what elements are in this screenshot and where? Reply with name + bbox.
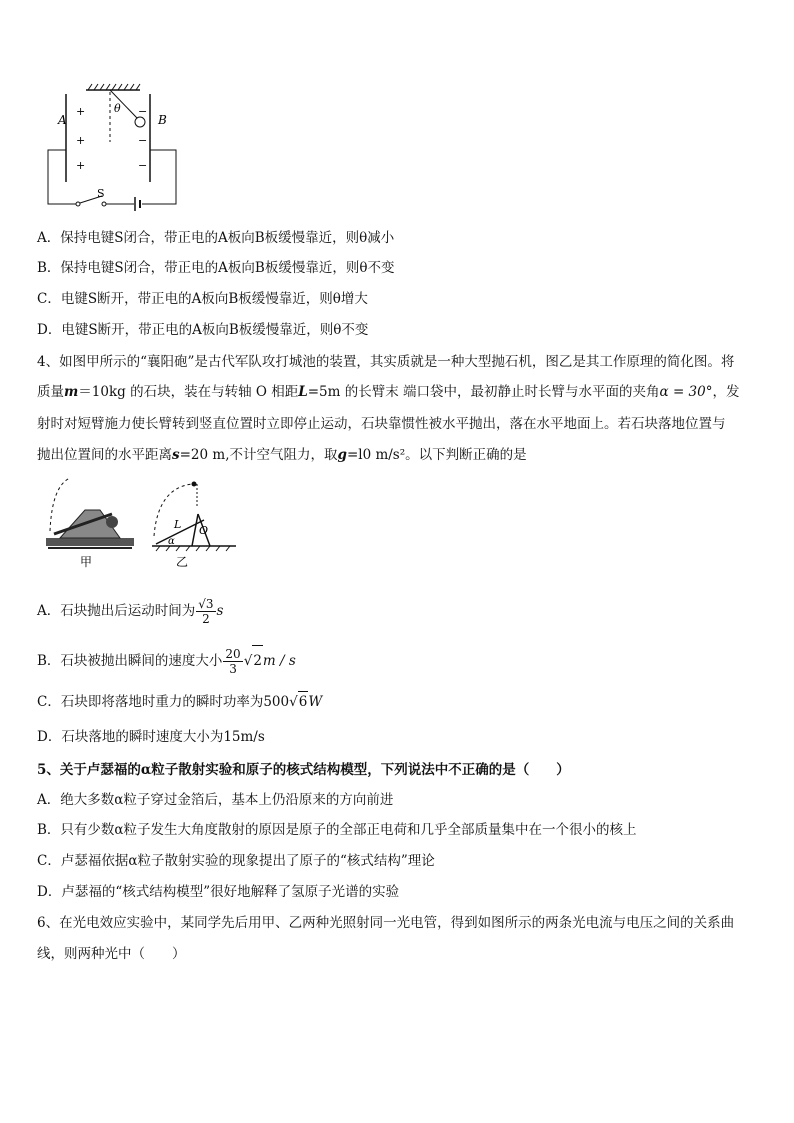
q4-stem-line3: 射时对短臂施力使长臂转到竖直位置时立即停止运动，石块靠惯性被水平抛出，落在水平地面上。若石块落地位置与 [37,416,726,432]
q5-option-c: C．卢瑟福依据α粒子散射实验的现象提出了原子的“核式结构”理论 [37,853,435,869]
label-o: O [199,524,209,537]
q3-option-d: D．电键S断开，带正电的A板向B板缓慢靠近，则θ不变 [37,322,369,338]
trebuchet-figure-yi [148,476,240,571]
q4-stem-line1: 4、如图甲所示的“襄阳砲”是古代军队攻打城池的装置，其实质就是一种大型抛石机，图乙是其工作原理的简化图。将 [37,354,735,370]
q6-stem-line2: 线，则两种光中（ ） [37,946,186,962]
svg-text:+: + [76,159,86,172]
label-b: B [158,113,167,127]
capacitor-figure [40,82,190,217]
q5-stem: 5、关于卢瑟福的α粒子散射实验和原子的核式结构模型，下列说法中不正确的是（ ） [37,762,570,778]
q3-option-c: C．电键S断开，带正电的A板向B板缓慢靠近，则θ增大 [37,291,368,307]
q5-option-a: A．绝大多数α粒子穿过金箔后，基本上仍沿原来的方向前进 [37,792,394,808]
q4-option-d: D．石块落地的瞬时速度大小为15m/s [37,729,265,745]
label-theta: θ [114,102,121,115]
trebuchet-figure-jia [40,476,140,571]
q5-option-b: B．只有少数α粒子发生大角度散射的原因是原子的全部正电荷和几乎全部质量集中在一个很小的核上 [37,822,637,838]
label-yi: 乙 [176,555,189,569]
q6-stem-line1: 6、在光电效应实验中，某同学先后用甲、乙两种光照射同一光电管，得到如图所示的两条光电流与电压之间的关系曲 [37,915,735,931]
label-alpha: α [168,536,175,547]
svg-text:−: − [138,159,148,172]
q5-option-d: D．卢瑟福的“核式结构模型”很好地解释了氢原子光谱的实验 [37,884,400,900]
label-l: L [174,518,182,531]
label-jia: 甲 [80,555,93,569]
q4-option-c: C．石块即将落地时重力的瞬时功率为500√6W [37,691,322,712]
q4-option-b: B．石块被抛出瞬间的速度大小 $\frac{20}{3}$ √2m / s [37,647,296,676]
svg-text:−: − [138,105,148,118]
q3-option-a: A．保持电键S闭合，带正电的A板向B板缓慢靠近，则θ减小 [37,230,395,246]
svg-text:+: + [76,105,86,118]
q4-stem-line2: 质量m＝10kg 的石块，装在与转轴 O 相距L=5m 的长臂末 端口袋中，最初静止时长臂与水平面的夹角α = 30°，发 [37,384,740,400]
svg-text:+: + [76,134,86,147]
q3-option-b: B．保持电键S闭合，带正电的A板向B板缓慢靠近，则θ不变 [37,260,395,276]
q4-option-a: A．石块抛出后运动时间为 $\frac{√3}{2}$ s [37,597,224,626]
label-s: S [97,187,105,200]
q4-stem-line4: 抛出位置间的水平距离s=20 m,不计空气阻力，取g=l0 m/s²。以下判断正确的是 [37,447,527,463]
svg-text:−: − [138,134,148,147]
label-a: A [58,113,67,127]
